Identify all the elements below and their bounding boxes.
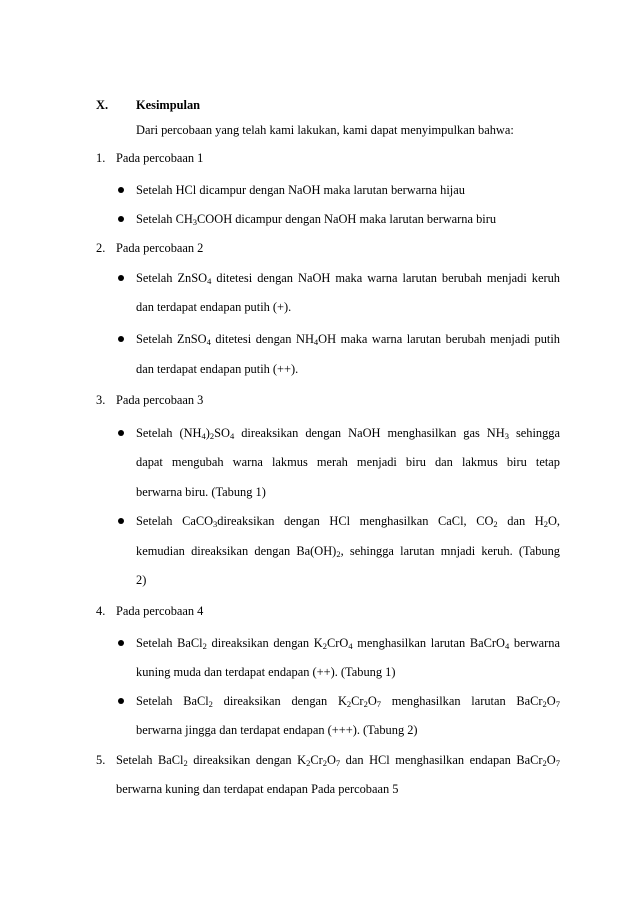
- bullet-text-continued: berwarna jingga dan terdapat endapan (+++). (Tabung 2): [136, 723, 418, 737]
- bullet-text-continued: kuning muda dan terdapat endapan (++). (Tabung 1): [136, 665, 396, 679]
- list-item-text-continued: berwarna kuning dan terdapat endapan Pada percobaan 5: [116, 782, 399, 796]
- bullet-icon: [118, 275, 124, 281]
- list-item-number: 3.: [96, 393, 106, 407]
- section-heading-title: Kesimpulan: [136, 98, 201, 112]
- bullet-text: Setelah ZnSO$_4$ ditetesi dengan NaOH maka warna larutan berubah menjadi keruh: [136, 271, 561, 286]
- bullet-text-continued: kemudian direaksikan dengan $Ba(OH)_2$, sehingga larutan mnjadi keruh. (Tabung: [136, 544, 560, 559]
- bullet-text-continued: 2): [136, 573, 147, 587]
- bullet-text: Setelah $CH_3COOH$ dicampur dengan NaOH maka larutan berwarna biru: [136, 212, 497, 227]
- bullet-icon: [118, 216, 124, 222]
- list-item-title: Pada percobaan 2: [116, 241, 204, 255]
- list-item-text: Setelah BaCl$_2$ direaksikan dengan $K_2Cr_2O_7$ dan HCl menghasilkan endapan $BaCr_2O_7$: [116, 753, 560, 768]
- bullet-text: Setelah BaCl$_2$ direaksikan dengan $K_2Cr_2O_7$ menghasilkan larutan $BaCr_2O_7$: [136, 694, 560, 709]
- list-item-number: 1.: [96, 151, 106, 165]
- bullet-icon: [118, 187, 124, 193]
- bullet-icon: [118, 518, 124, 524]
- list-item-number: 4.: [96, 604, 106, 618]
- list-item-title: Pada percobaan 1: [116, 151, 204, 165]
- bullet-text: Setelah BaCl$_2$ direaksikan dengan $K_2CrO_4$ menghasilkan larutan BaCrO$_4$ berwarna: [136, 636, 561, 651]
- section-heading-number: X.: [96, 98, 109, 112]
- bullet-text-continued: dapat mengubah warna lakmus merah menjadi biru dan lakmus biru tetap: [136, 455, 560, 469]
- list-item-number: 2.: [96, 241, 106, 255]
- list-item-number: 5.: [96, 753, 106, 767]
- list-item-title: Pada percobaan 4: [116, 604, 204, 618]
- bullet-text: Setelah ZnSO$_4$ ditetesi dengan $NH_4OH$ maka warna larutan berubah menjadi putih: [136, 332, 560, 347]
- bullet-icon: [118, 336, 124, 342]
- intro-paragraph: Dari percobaan yang telah kami lakukan, kami dapat menyimpulkan bahwa:: [136, 123, 514, 137]
- bullet-text: Setelah $(NH_4)_2SO_4$ direaksikan dengan NaOH menghasilkan gas $NH_3$ sehingga: [136, 426, 560, 441]
- bullet-text-continued: dan terdapat endapan putih (++).: [136, 362, 299, 376]
- bullet-icon: [118, 698, 124, 704]
- bullet-text: Setelah CaCO$_3$direaksikan dengan HCl menghasilkan CaCl, $CO_2$ dan $H_2O$,: [136, 514, 560, 529]
- bullet-text: Setelah HCl dicampur dengan NaOH maka larutan berwarna hijau: [136, 183, 465, 197]
- bullet-icon: [118, 640, 124, 646]
- bullet-text-continued: dan terdapat endapan putih (+).: [136, 300, 292, 314]
- bullet-icon: [118, 430, 124, 436]
- bullet-text-continued: berwarna biru. (Tabung 1): [136, 485, 266, 499]
- list-item-title: Pada percobaan 3: [116, 393, 204, 407]
